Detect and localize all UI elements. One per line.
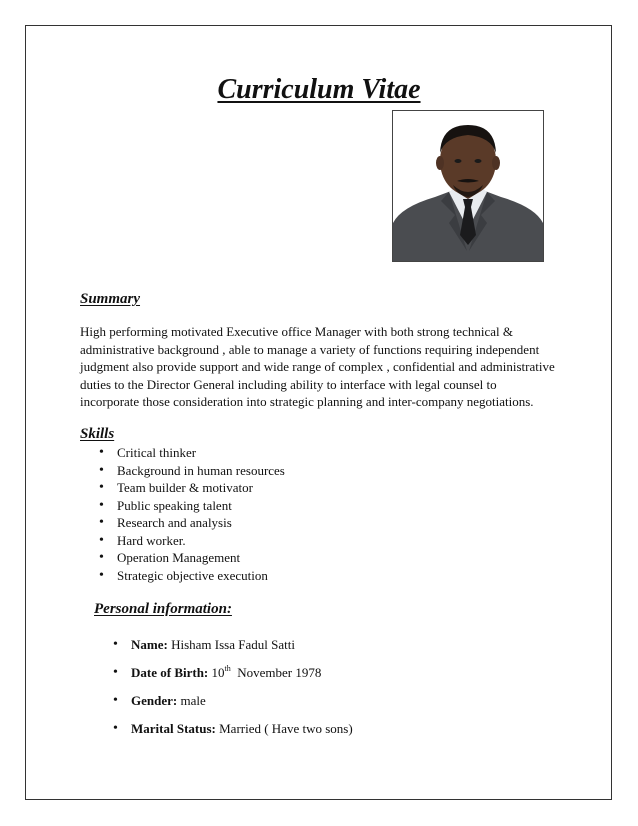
marital-row xyxy=(94,720,353,738)
list-item: • Hard worker. xyxy=(80,532,285,550)
list-item: • Research and analysis xyxy=(80,514,285,532)
gender-label: Gender: xyxy=(131,693,178,708)
list-item: • Public speaking talent xyxy=(80,497,285,515)
dob-row xyxy=(94,664,353,682)
marital-label: Marital Status: xyxy=(131,721,216,736)
list-item: • Strategic objective execution xyxy=(80,567,285,585)
marital-value: Married ( Have two sons) xyxy=(219,721,353,736)
dob-suffix: th xyxy=(224,664,231,673)
name-row xyxy=(94,636,353,654)
list-item: • Team builder & motivator xyxy=(80,479,285,497)
gender-value: male xyxy=(180,693,206,708)
list-item: • Operation Management xyxy=(80,549,285,567)
list-item: • Background in human resources xyxy=(80,462,285,480)
dob-day: 10 xyxy=(211,665,225,680)
summary-heading: Summary xyxy=(80,291,141,307)
skills-heading: Skills xyxy=(80,426,115,442)
personal-info-heading: Personal information: xyxy=(94,601,232,617)
profile-photo xyxy=(392,110,544,262)
list-item: • Critical thinker xyxy=(80,444,285,462)
skills-list xyxy=(80,444,285,584)
name-label: Name: xyxy=(131,637,168,652)
summary-text: High performing motivated Executive office Manager with both strong technical & administrative background , able to manage a variety of functions requiring independent judgment also provide support and wide range of complex , confidential and administrative duties to the Director General including ability to interface with legal counsel to incorporate those consideration into strategic planning and inter-company negotiations. xyxy=(80,324,555,409)
dob-rest: November 1978 xyxy=(237,665,322,680)
personal-info-list xyxy=(94,636,353,748)
gender-row xyxy=(94,692,353,710)
dob-label: Date of Birth: xyxy=(131,665,209,680)
page-title: Curriculum Vitae xyxy=(217,74,421,105)
name-value: Hisham Issa Fadul Satti xyxy=(171,637,295,652)
